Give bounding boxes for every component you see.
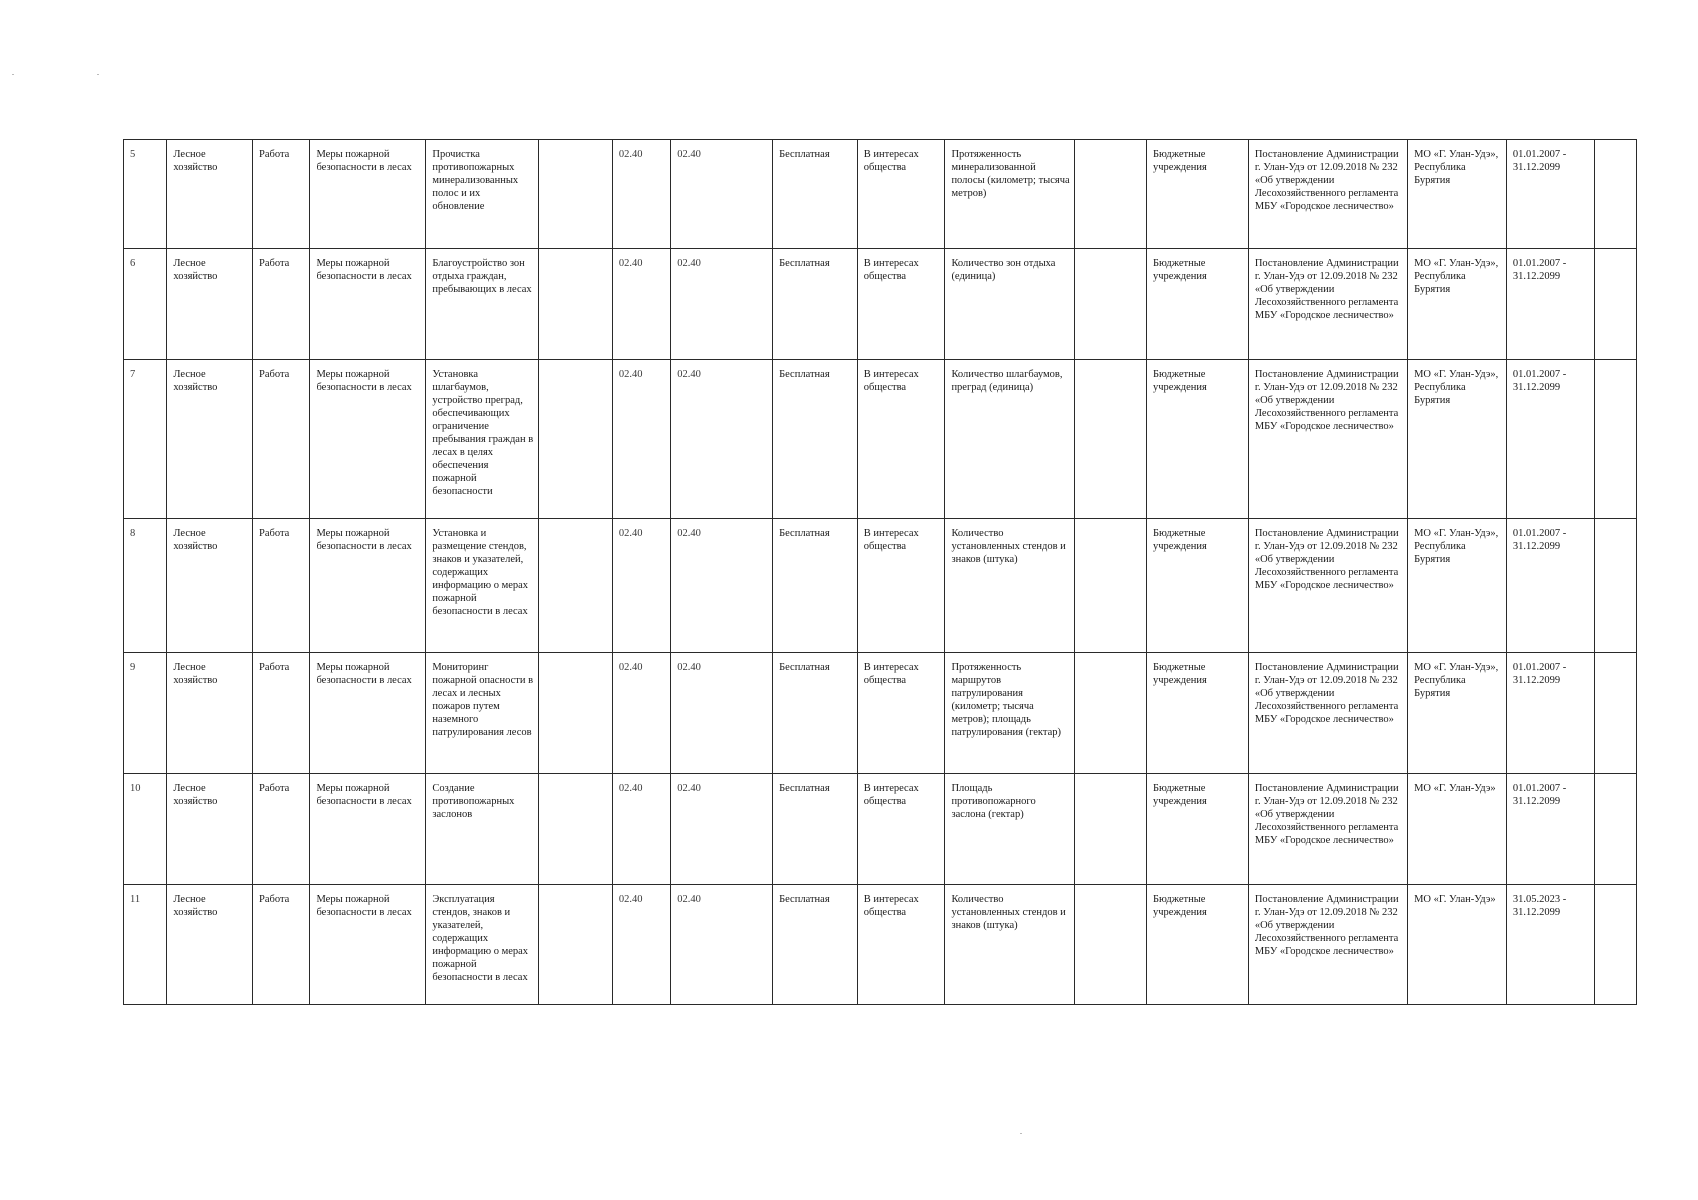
table-row	[124, 774, 1637, 885]
consumers-cell: В интересах общества	[857, 249, 945, 360]
municipality-cell: МО «Г. Улан-Удэ»	[1408, 774, 1507, 885]
empty-cell	[1075, 519, 1147, 653]
volume-indicator-cell: Площадь противопожарного заслона (гектар)	[945, 774, 1075, 885]
table-row	[124, 249, 1637, 360]
kind-cell: Работа	[253, 774, 310, 885]
table-row	[124, 360, 1637, 519]
validity-period-cell: 01.01.2007 - 31.12.2099	[1506, 519, 1594, 653]
volume-indicator-cell: Количество установленных стендов и знаков (штука)	[945, 885, 1075, 1005]
legal-act-cell: Постановление Администрации г. Улан-Удэ от 12.09.2018 № 232 «Об утверждении Лесохозяйственного регламента МБУ «Городское лесничество»	[1248, 519, 1407, 653]
okved-code-cell: 02.40	[612, 885, 670, 1005]
payment-type-cell: Бесплатная	[773, 140, 858, 249]
empty-cell	[539, 774, 613, 885]
okved-code-cell: 02.40	[671, 519, 773, 653]
institution-type-cell: Бюджетные учреждения	[1147, 249, 1249, 360]
okved-code-cell: 02.40	[612, 653, 670, 774]
payment-type-cell: Бесплатная	[773, 519, 858, 653]
consumers-cell: В интересах общества	[857, 360, 945, 519]
volume-indicator-cell: Количество шлагбаумов, преград (единица)	[945, 360, 1075, 519]
municipality-cell: МО «Г. Улан-Удэ», Республика Бурятия	[1408, 249, 1507, 360]
okved-code-cell: 02.40	[671, 653, 773, 774]
legal-act-cell: Постановление Администрации г. Улан-Удэ от 12.09.2018 № 232 «Об утверждении Лесохозяйственного регламента МБУ «Городское лесничество»	[1248, 360, 1407, 519]
payment-type-cell: Бесплатная	[773, 774, 858, 885]
work-name-cell: Установка шлагбаумов, устройство преград, обеспечивающих ограничение пребывания граждан в лесах в целях обеспечения пожарной безопасности	[426, 360, 539, 519]
empty-cell	[1594, 653, 1636, 774]
validity-period-cell: 01.01.2007 - 31.12.2099	[1506, 249, 1594, 360]
okved-code-cell: 02.40	[671, 140, 773, 249]
okved-code-cell: 02.40	[612, 774, 670, 885]
municipality-cell: МО «Г. Улан-Удэ»	[1408, 885, 1507, 1005]
table-row	[124, 519, 1637, 653]
category-cell: Меры пожарной безопасности в лесах	[310, 249, 426, 360]
okved-code-cell: 02.40	[671, 360, 773, 519]
legal-act-cell: Постановление Администрации г. Улан-Удэ от 12.09.2018 № 232 «Об утверждении Лесохозяйственного регламента МБУ «Городское лесничество»	[1248, 249, 1407, 360]
institution-type-cell: Бюджетные учреждения	[1147, 774, 1249, 885]
row-number: 10	[124, 774, 167, 885]
legal-act-cell: Постановление Администрации г. Улан-Удэ от 12.09.2018 № 232 «Об утверждении Лесохозяйственного регламента МБУ «Городское лесничество»	[1248, 885, 1407, 1005]
empty-cell	[539, 249, 613, 360]
sector-cell: Лесное хозяйство	[167, 140, 253, 249]
scan-speck	[12, 74, 14, 75]
table-row	[124, 140, 1637, 249]
volume-indicator-cell: Протяженность маршрутов патрулирования (километр; тысяча метров); площадь патрулирования (гектар)	[945, 653, 1075, 774]
consumers-cell: В интересах общества	[857, 774, 945, 885]
empty-cell	[1594, 140, 1636, 249]
okved-code-cell: 02.40	[612, 360, 670, 519]
municipality-cell: МО «Г. Улан-Удэ», Республика Бурятия	[1408, 360, 1507, 519]
validity-period-cell: 01.01.2007 - 31.12.2099	[1506, 360, 1594, 519]
table-body	[124, 140, 1637, 1005]
kind-cell: Работа	[253, 360, 310, 519]
volume-indicator-cell: Количество установленных стендов и знаков (штука)	[945, 519, 1075, 653]
okved-code-cell: 02.40	[671, 885, 773, 1005]
municipality-cell: МО «Г. Улан-Удэ», Республика Бурятия	[1408, 519, 1507, 653]
empty-cell	[1594, 249, 1636, 360]
empty-cell	[539, 519, 613, 653]
sector-cell: Лесное хозяйство	[167, 360, 253, 519]
category-cell: Меры пожарной безопасности в лесах	[310, 519, 426, 653]
table-row	[124, 885, 1637, 1005]
okved-code-cell: 02.40	[671, 774, 773, 885]
work-name-cell: Благоустройство зон отдыха граждан, пребывающих в лесах	[426, 249, 539, 360]
kind-cell: Работа	[253, 885, 310, 1005]
institution-type-cell: Бюджетные учреждения	[1147, 653, 1249, 774]
empty-cell	[539, 360, 613, 519]
kind-cell: Работа	[253, 249, 310, 360]
table-row	[124, 653, 1637, 774]
legal-act-cell: Постановление Администрации г. Улан-Удэ от 12.09.2018 № 232 «Об утверждении Лесохозяйственного регламента МБУ «Городское лесничество»	[1248, 653, 1407, 774]
payment-type-cell: Бесплатная	[773, 249, 858, 360]
validity-period-cell: 01.01.2007 - 31.12.2099	[1506, 653, 1594, 774]
kind-cell: Работа	[253, 140, 310, 249]
sector-cell: Лесное хозяйство	[167, 885, 253, 1005]
institution-type-cell: Бюджетные учреждения	[1147, 140, 1249, 249]
kind-cell: Работа	[253, 653, 310, 774]
sector-cell: Лесное хозяйство	[167, 519, 253, 653]
empty-cell	[1075, 360, 1147, 519]
consumers-cell: В интересах общества	[857, 885, 945, 1005]
empty-cell	[1075, 774, 1147, 885]
work-name-cell: Создание противопожарных заслонов	[426, 774, 539, 885]
empty-cell	[1075, 140, 1147, 249]
services-registry-table	[123, 139, 1637, 1005]
kind-cell: Работа	[253, 519, 310, 653]
okved-code-cell: 02.40	[671, 249, 773, 360]
empty-cell	[1594, 885, 1636, 1005]
work-name-cell: Установка и размещение стендов, знаков и указателей, содержащих информацию о мерах пожарной безопасности в лесах	[426, 519, 539, 653]
consumers-cell: В интересах общества	[857, 140, 945, 249]
row-number: 11	[124, 885, 167, 1005]
empty-cell	[1594, 519, 1636, 653]
category-cell: Меры пожарной безопасности в лесах	[310, 140, 426, 249]
payment-type-cell: Бесплатная	[773, 360, 858, 519]
row-number: 7	[124, 360, 167, 519]
validity-period-cell: 31.05.2023 - 31.12.2099	[1506, 885, 1594, 1005]
municipality-cell: МО «Г. Улан-Удэ», Республика Бурятия	[1408, 653, 1507, 774]
institution-type-cell: Бюджетные учреждения	[1147, 519, 1249, 653]
payment-type-cell: Бесплатная	[773, 885, 858, 1005]
empty-cell	[1594, 774, 1636, 885]
institution-type-cell: Бюджетные учреждения	[1147, 885, 1249, 1005]
row-number: 6	[124, 249, 167, 360]
okved-code-cell: 02.40	[612, 140, 670, 249]
legal-act-cell: Постановление Администрации г. Улан-Удэ от 12.09.2018 № 232 «Об утверждении Лесохозяйственного регламента МБУ «Городское лесничество»	[1248, 774, 1407, 885]
volume-indicator-cell: Протяженность минерализованной полосы (километр; тысяча метров)	[945, 140, 1075, 249]
validity-period-cell: 01.01.2007 - 31.12.2099	[1506, 774, 1594, 885]
okved-code-cell: 02.40	[612, 519, 670, 653]
work-name-cell: Прочистка противопожарных минерализованных полос и их обновление	[426, 140, 539, 249]
category-cell: Меры пожарной безопасности в лесах	[310, 653, 426, 774]
payment-type-cell: Бесплатная	[773, 653, 858, 774]
empty-cell	[1075, 653, 1147, 774]
municipality-cell: МО «Г. Улан-Удэ», Республика Бурятия	[1408, 140, 1507, 249]
okved-code-cell: 02.40	[612, 249, 670, 360]
consumers-cell: В интересах общества	[857, 519, 945, 653]
legal-act-cell: Постановление Администрации г. Улан-Удэ от 12.09.2018 № 232 «Об утверждении Лесохозяйственного регламента МБУ «Городское лесничество»	[1248, 140, 1407, 249]
row-number: 9	[124, 653, 167, 774]
row-number: 5	[124, 140, 167, 249]
validity-period-cell: 01.01.2007 - 31.12.2099	[1506, 140, 1594, 249]
institution-type-cell: Бюджетные учреждения	[1147, 360, 1249, 519]
work-name-cell: Мониторинг пожарной опасности в лесах и лесных пожаров путем наземного патрулирования лесов	[426, 653, 539, 774]
scan-speck	[1020, 1133, 1022, 1134]
empty-cell	[539, 653, 613, 774]
empty-cell	[539, 885, 613, 1005]
empty-cell	[1594, 360, 1636, 519]
row-number: 8	[124, 519, 167, 653]
consumers-cell: В интересах общества	[857, 653, 945, 774]
category-cell: Меры пожарной безопасности в лесах	[310, 774, 426, 885]
empty-cell	[539, 140, 613, 249]
sector-cell: Лесное хозяйство	[167, 249, 253, 360]
category-cell: Меры пожарной безопасности в лесах	[310, 885, 426, 1005]
empty-cell	[1075, 249, 1147, 360]
volume-indicator-cell: Количество зон отдыха (единица)	[945, 249, 1075, 360]
sector-cell: Лесное хозяйство	[167, 774, 253, 885]
scan-speck	[97, 74, 99, 75]
work-name-cell: Эксплуатация стендов, знаков и указателей, содержащих информацию о мерах пожарной безопасности в лесах	[426, 885, 539, 1005]
empty-cell	[1075, 885, 1147, 1005]
category-cell: Меры пожарной безопасности в лесах	[310, 360, 426, 519]
sector-cell: Лесное хозяйство	[167, 653, 253, 774]
